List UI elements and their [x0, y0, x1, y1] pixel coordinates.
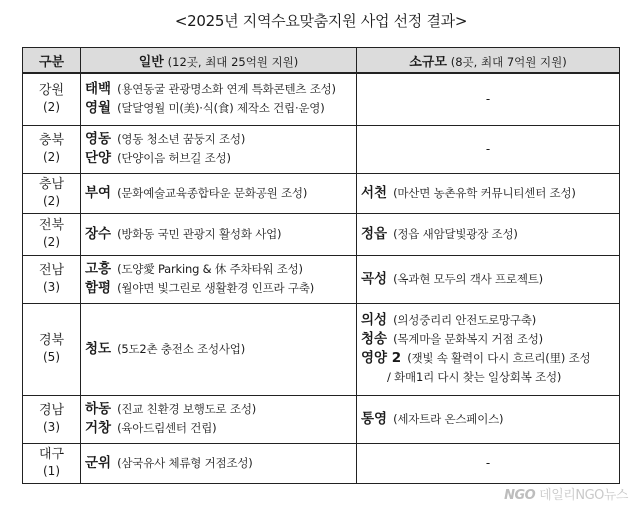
- project-desc: (육아드림센터 건립): [117, 421, 217, 435]
- table-row: [23, 213, 620, 255]
- general-cell: [81, 395, 357, 443]
- table-row: [23, 303, 620, 395]
- project-entry: [85, 400, 352, 419]
- small-cell-empty: -: [357, 125, 620, 173]
- small-cell: [357, 255, 620, 303]
- project-desc: (방화동 국민 관광지 활성화 사업): [117, 226, 282, 241]
- project-desc: (의성중리리 안전도로망구축): [393, 313, 537, 327]
- region-name: 경남: [38, 403, 65, 418]
- project-city: 함평: [85, 280, 112, 296]
- project-city: 하동: [85, 401, 112, 417]
- project-desc: (진교 친환경 보행도로 조성): [117, 402, 257, 416]
- project-city: 정읍: [361, 225, 388, 242]
- general-cell: [81, 303, 357, 395]
- project-desc: (옥과현 모두의 객사 프로젝트): [393, 271, 543, 286]
- watermark: [504, 484, 628, 503]
- project-city: 영월: [85, 100, 112, 117]
- region-count: (2): [43, 235, 60, 249]
- project-entry-continuation: [361, 368, 615, 387]
- project-city: 고흥: [85, 261, 112, 277]
- project-desc: (월야면 빛그린로 생활환경 인프라 구축): [117, 281, 315, 295]
- header-row: [23, 48, 620, 74]
- project-desc: (목계마을 문화복지 거점 조성): [393, 332, 543, 346]
- project-desc: (달달영월 미(美)·식(食) 제작소 건립·운영): [117, 101, 325, 116]
- small-cell-empty: -: [357, 73, 620, 125]
- general-cell: [81, 255, 357, 303]
- project-city: 부여: [85, 184, 112, 201]
- table-row: [23, 443, 620, 483]
- region-cell: [23, 303, 81, 395]
- table-row: [23, 73, 620, 125]
- region-count: (2): [43, 100, 60, 115]
- project-entry: [361, 410, 615, 429]
- project-entry: [85, 260, 352, 279]
- project-entry: [85, 130, 352, 149]
- project-desc: / 화매1리 다시 찾는 일상회복 조성): [387, 370, 562, 384]
- project-entry: [361, 184, 615, 203]
- project-city: 태백: [85, 81, 112, 98]
- project-city: 영양 2: [361, 350, 402, 366]
- region-name: 전남: [38, 263, 65, 278]
- project-desc: (세자트라 온스페이스): [393, 411, 504, 426]
- project-city: 군위: [85, 454, 112, 471]
- project-entry: [361, 311, 615, 330]
- project-city: 서천: [361, 184, 388, 201]
- project-entry: [361, 270, 615, 289]
- region-cell: [23, 213, 81, 255]
- project-entry: [85, 454, 352, 473]
- project-entry: [361, 330, 615, 349]
- region-count: (2): [43, 150, 60, 164]
- small-cell: [357, 173, 620, 213]
- project-city: 영동: [85, 131, 112, 147]
- region-count: (3): [43, 280, 60, 294]
- table-row: [23, 125, 620, 173]
- header-category: [23, 48, 81, 74]
- project-city: 통영: [361, 410, 388, 427]
- project-entry: [85, 149, 352, 168]
- region-count: (1): [43, 464, 60, 478]
- region-name: 충남: [38, 177, 65, 192]
- project-desc: (문화예술교육종합타운 문화공원 조성): [117, 185, 308, 200]
- project-city: 청송: [361, 331, 388, 347]
- project-desc: (마산면 농촌유학 커뮤니티센터 조성): [393, 185, 576, 200]
- table-row: [23, 395, 620, 443]
- project-entry: [85, 99, 352, 118]
- table-row: [23, 173, 620, 213]
- region-name: 강원: [38, 83, 65, 99]
- project-entry: [361, 225, 615, 244]
- region-cell: [23, 395, 81, 443]
- project-desc: (5도2촌 충전소 조성사업): [117, 341, 245, 356]
- project-entry: [85, 80, 352, 99]
- project-city: 단양: [85, 150, 112, 166]
- project-city: 장수: [85, 225, 112, 242]
- header-small-sub: (8곳, 최대 7억원 지원): [450, 54, 567, 69]
- small-cell: [357, 303, 620, 395]
- small-cell: [357, 213, 620, 255]
- region-cell: [23, 173, 81, 213]
- region-cell: [23, 255, 81, 303]
- header-small-label: 소규모: [409, 54, 447, 70]
- project-desc: (정읍 새암달빛광장 조성): [393, 226, 518, 241]
- project-entry: [361, 349, 615, 368]
- general-cell: [81, 173, 357, 213]
- region-name: 경북: [38, 333, 65, 348]
- region-cell: [23, 443, 81, 483]
- general-cell: [81, 443, 357, 483]
- header-category-label: 구분: [38, 54, 65, 70]
- page-title: <2025년 지역수요맞춤지원 사업 선정 결과>: [174, 12, 468, 30]
- project-entry: [85, 184, 352, 203]
- region-count: (2): [43, 194, 60, 208]
- region-name: 전북: [38, 218, 65, 233]
- header-small: [357, 48, 620, 74]
- general-cell: [81, 73, 357, 125]
- region-cell: [23, 125, 81, 173]
- project-desc: (도양愛 Parking & 休 주차타워 조성): [117, 262, 303, 276]
- watermark-logo: NGO: [504, 488, 536, 503]
- project-desc: (용연동굴 관광명소화 연계 특화콘텐츠 조성): [117, 82, 336, 97]
- region-name: 대구: [38, 447, 65, 462]
- header-general-label: 일반: [138, 54, 164, 70]
- general-cell: [81, 213, 357, 255]
- header-general: [81, 48, 357, 74]
- project-desc: (삼국유사 체류형 거점조성): [117, 455, 253, 470]
- small-cell: [357, 395, 620, 443]
- project-city: 청도: [85, 340, 112, 357]
- watermark-text: 데일리NGO뉴스: [539, 488, 628, 503]
- small-cell-empty: -: [357, 443, 620, 483]
- region-cell: [23, 73, 81, 125]
- project-entry: [85, 419, 352, 438]
- selection-results-table: [22, 47, 620, 484]
- project-entry: [85, 279, 352, 298]
- project-city: 의성: [361, 312, 388, 328]
- project-entry: [85, 340, 352, 359]
- general-cell: [81, 125, 357, 173]
- table-row: [23, 255, 620, 303]
- project-city: 곡성: [361, 270, 388, 287]
- project-desc: (영동 청소년 꿈둥지 조성): [117, 132, 246, 146]
- region-count: (5): [43, 350, 60, 364]
- project-entry: [85, 225, 352, 244]
- region-name: 충북: [38, 133, 65, 148]
- project-desc: (단양이음 허브길 조성): [117, 151, 231, 165]
- region-count: (3): [43, 420, 60, 434]
- header-general-sub: (12곳, 최대 25억원 지원): [167, 54, 299, 69]
- project-desc: (잿빛 속 활력이 다시 흐르리(里) 조성: [407, 351, 591, 365]
- project-city: 거창: [85, 420, 112, 436]
